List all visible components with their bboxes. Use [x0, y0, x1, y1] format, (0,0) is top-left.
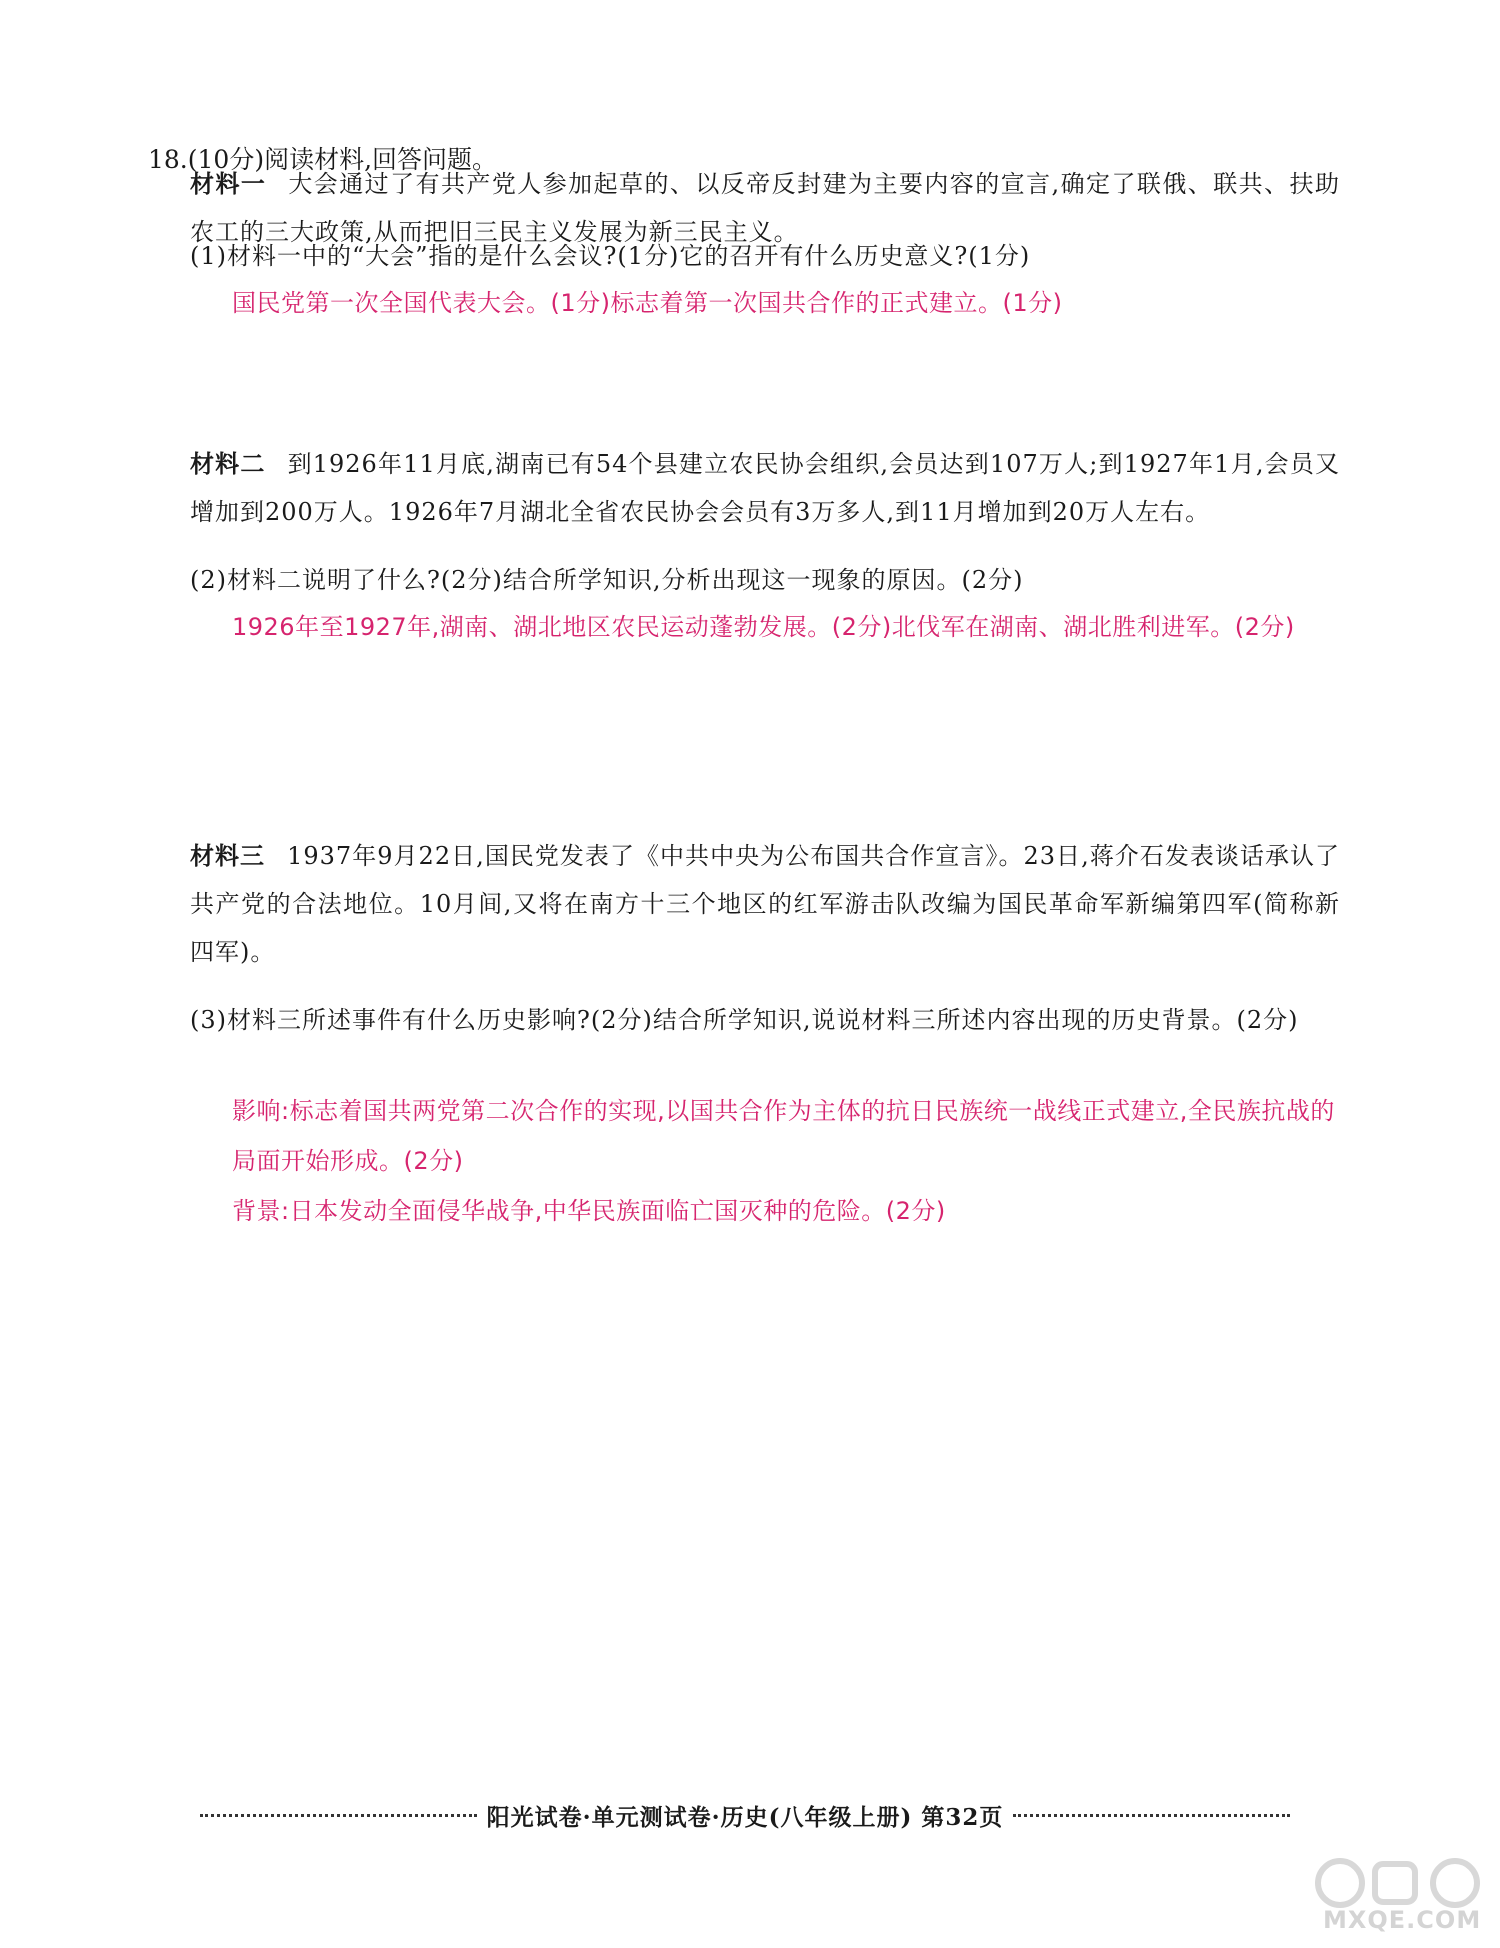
footer-dots-right	[1013, 1814, 1290, 1817]
sub-question-1: (1)材料一中的“大会”指的是什么会议?(1分)它的召开有什么历史意义?(1分)	[190, 242, 1031, 270]
footer-dots-left	[200, 1814, 477, 1817]
footer-text: 阳光试卷·单元测试卷·历史(八年级上册) 第32页	[486, 1803, 1004, 1831]
answer-2: 1926年至1927年,湖南、湖北地区农民运动蓬勃发展。(2分)北伐军在湖南、湖北胜利进军。(2分)	[232, 613, 1295, 641]
question-header: 18.(10分)阅读材料,回答问题。	[148, 145, 498, 174]
material-3-label: 材料三	[190, 841, 266, 870]
material-1-label: 材料一	[190, 169, 267, 198]
answer-3-impact: 影响:标志着国共两党第二次合作的实现,以国共合作为主体的抗日民族统一战线正式建立,全民族抗战的局面开始形成。(2分)	[232, 1097, 1335, 1175]
answer-1: 国民党第一次全国代表大会。(1分)标志着第一次国共合作的正式建立。(1分)	[232, 289, 1063, 317]
material-2	[190, 440, 1340, 536]
material-2-text: 到1926年11月底,湖南已有54个县建立农民协会组织,会员达到107万人;到1927年1月,会员又增加到200万人。1926年7月湖北全省农民协会会员有3万多人,到11月增加到20万人左右。	[190, 450, 1340, 526]
material-3	[190, 832, 1340, 976]
watermark	[1315, 1858, 1485, 1938]
page-footer	[190, 1795, 1300, 1835]
sub-question-3: (3)材料三所述事件有什么历史影响?(2分)结合所学知识,说说材料三所述内容出现的历史背景。(2分)	[190, 1006, 1299, 1034]
sub-question-2: (2)材料二说明了什么?(2分)结合所学知识,分析出现这一现象的原因。(2分)	[190, 566, 1024, 594]
material-1-text: 大会通过了有共产党人参加起草的、以反帝反封建为主要内容的宣言,确定了联俄、联共、扶助农工的三大政策,从而把旧三民主义发展为新三民主义。	[190, 170, 1340, 246]
watermark-url: MXQE.COM	[1323, 1906, 1482, 1934]
material-3-text: 1937年9月22日,国民党发表了《中共中央为公布国共合作宣言》。23日,蒋介石发表谈话承认了共产党的合法地位。10月间,又将在南方十三个地区的红军游击队改编为国民革命军新编第四军(简称新四军)。	[190, 842, 1340, 966]
answer-3-background: 背景:日本发动全面侵华战争,中华民族面临亡国灭种的危险。(2分)	[232, 1197, 946, 1225]
watermark-logo-icon	[1315, 1858, 1485, 1908]
material-2-label: 材料二	[190, 449, 266, 478]
